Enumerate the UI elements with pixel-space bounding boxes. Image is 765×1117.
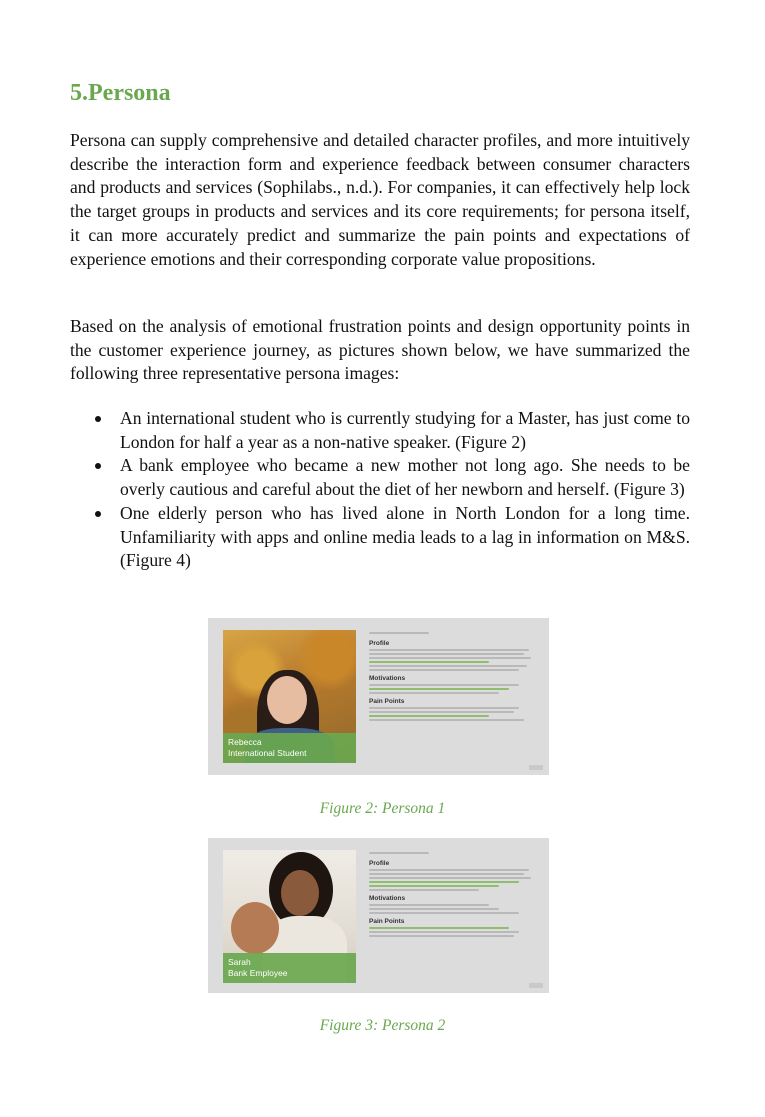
- list-item-text: A bank employee who became a new mother not long ago. She needs to be overly cautious and careful about the diet of her newborn and herself. (Figure 3): [120, 455, 690, 500]
- section-profile: Profile: [369, 640, 390, 647]
- face-shape: [267, 676, 307, 724]
- section-motivations: Motivations: [369, 895, 406, 902]
- persona-photo: [223, 850, 356, 983]
- persona-name: Sarah: [228, 957, 251, 967]
- baby-shape: [231, 902, 279, 954]
- persona-role: International Student: [228, 748, 307, 758]
- panel-title-placeholder: [369, 632, 535, 634]
- persona-name-band: [223, 953, 356, 983]
- persona-figure-2: [208, 838, 549, 993]
- persona-figure-1: [208, 618, 549, 775]
- panel-title-placeholder: [369, 852, 535, 854]
- bullet-icon: [95, 463, 101, 469]
- list-item: [92, 454, 690, 501]
- page-badge: [529, 983, 543, 988]
- figure-caption-1: Figure 2: Persona 1: [319, 800, 446, 817]
- list-item-text: An international student who is currently studying for a Master, has just come to London for half a year as a non-native speaker. (Figure 2): [120, 408, 690, 452]
- figure-caption-2: Figure 3: Persona 2: [319, 1017, 446, 1034]
- persona-list: [92, 407, 690, 573]
- section-profile: Profile: [369, 860, 390, 867]
- page-badge: [529, 765, 543, 770]
- list-item: [92, 502, 690, 573]
- persona-details-panel: [369, 630, 535, 723]
- face-shape: [281, 870, 319, 916]
- list-item-text: One elderly person who has lived alone in North London for a long time. Unfamiliarity with apps and online media leads to a lag in information on M&S. (Figure 4): [120, 502, 690, 571]
- section-heading: 5.Persona: [70, 80, 171, 106]
- list-item: [92, 407, 690, 454]
- persona-name: Rebecca: [228, 737, 262, 747]
- persona-name-band: [223, 733, 356, 763]
- section-pain-points: Pain Points: [369, 698, 405, 705]
- section-motivations: Motivations: [369, 675, 406, 682]
- persona-details-panel: [369, 850, 535, 939]
- persona-role: Bank Employee: [228, 968, 288, 978]
- intro-paragraph: Persona can supply comprehensive and detailed character profiles, and more intuitively describe the interaction form and experience feedback between consumer characters and products and services (Sophilabs., n.d.). For companies, it can effectively help lock the target groups in products and services and its core requirements; for persona itself, it can more accurately predict and summarize the pain points and expectations of experience emotions and their corresponding corporate value propositions.: [70, 130, 690, 269]
- bullet-icon: [95, 416, 101, 422]
- section-pain-points: Pain Points: [369, 918, 405, 925]
- persona-photo: [223, 630, 356, 763]
- analysis-paragraph: Based on the analysis of emotional frustration points and design opportunity points in the customer experience journey, as pictures shown below, we have summarized the following three representative persona images:: [70, 316, 690, 384]
- bullet-icon: [95, 511, 101, 517]
